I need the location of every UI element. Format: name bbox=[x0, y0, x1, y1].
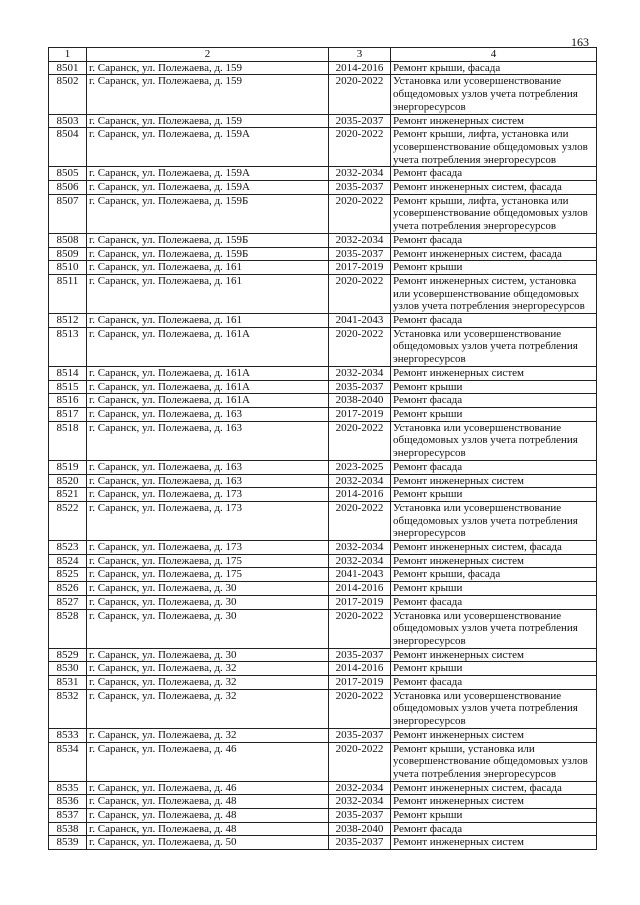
address-cell: г. Саранск, ул. Полежаева, д. 163 bbox=[87, 421, 329, 460]
address-cell: г. Саранск, ул. Полежаева, д. 161 bbox=[87, 261, 329, 275]
address-cell: г. Саранск, ул. Полежаева, д. 175 bbox=[87, 568, 329, 582]
work-type-cell: Установка или усовершенствование общедомовых узлов учета потребления энергоресурсов bbox=[391, 501, 597, 540]
period-cell: 2032-2034 bbox=[329, 167, 391, 181]
row-number: 8532 bbox=[49, 689, 87, 728]
row-number: 8505 bbox=[49, 167, 87, 181]
table-row bbox=[49, 662, 597, 676]
address-cell: г. Саранск, ул. Полежаева, д. 50 bbox=[87, 836, 329, 850]
row-number: 8511 bbox=[49, 274, 87, 313]
work-type-cell: Ремонт инженерных систем, фасада bbox=[391, 181, 597, 195]
period-cell: 2032-2034 bbox=[329, 541, 391, 555]
table-row bbox=[49, 501, 597, 540]
row-number: 8501 bbox=[49, 61, 87, 75]
period-cell: 2035-2037 bbox=[329, 836, 391, 850]
work-type-cell: Установка или усовершенствование общедомовых узлов учета потребления энергоресурсов bbox=[391, 609, 597, 648]
table-row bbox=[49, 394, 597, 408]
table-row bbox=[49, 233, 597, 247]
table-row bbox=[49, 554, 597, 568]
address-cell: г. Саранск, ул. Полежаева, д. 159 bbox=[87, 114, 329, 128]
period-cell: 2032-2034 bbox=[329, 474, 391, 488]
row-number: 8539 bbox=[49, 836, 87, 850]
address-cell: г. Саранск, ул. Полежаева, д. 30 bbox=[87, 648, 329, 662]
address-cell: г. Саранск, ул. Полежаева, д. 32 bbox=[87, 662, 329, 676]
period-cell: 2032-2034 bbox=[329, 795, 391, 809]
row-number: 8534 bbox=[49, 742, 87, 781]
work-type-cell: Ремонт фасада bbox=[391, 314, 597, 328]
row-number: 8514 bbox=[49, 366, 87, 380]
row-number: 8517 bbox=[49, 407, 87, 421]
work-type-cell: Ремонт фасада bbox=[391, 460, 597, 474]
address-cell: г. Саранск, ул. Полежаева, д. 30 bbox=[87, 595, 329, 609]
work-type-cell: Ремонт крыши bbox=[391, 662, 597, 676]
table-row bbox=[49, 609, 597, 648]
address-cell: г. Саранск, ул. Полежаева, д. 161А bbox=[87, 380, 329, 394]
work-type-cell: Ремонт инженерных систем bbox=[391, 366, 597, 380]
address-cell: г. Саранск, ул. Полежаева, д. 173 bbox=[87, 541, 329, 555]
address-cell: г. Саранск, ул. Полежаева, д. 163 bbox=[87, 474, 329, 488]
row-number: 8536 bbox=[49, 795, 87, 809]
period-cell: 2020-2022 bbox=[329, 327, 391, 366]
table-row bbox=[49, 648, 597, 662]
work-type-cell: Установка или усовершенствование общедомовых узлов учета потребления энергоресурсов bbox=[391, 75, 597, 114]
header-row bbox=[49, 48, 597, 62]
row-number: 8519 bbox=[49, 460, 87, 474]
work-type-cell: Ремонт инженерных систем, фасада bbox=[391, 541, 597, 555]
column-header-3: 3 bbox=[329, 48, 391, 62]
address-cell: г. Саранск, ул. Полежаева, д. 159А bbox=[87, 128, 329, 167]
row-number: 8527 bbox=[49, 595, 87, 609]
address-cell: г. Саранск, ул. Полежаева, д. 161А bbox=[87, 327, 329, 366]
row-number: 8529 bbox=[49, 648, 87, 662]
address-cell: г. Саранск, ул. Полежаева, д. 32 bbox=[87, 689, 329, 728]
period-cell: 2017-2019 bbox=[329, 676, 391, 690]
table-row bbox=[49, 75, 597, 114]
address-cell: г. Саранск, ул. Полежаева, д. 161А bbox=[87, 394, 329, 408]
work-type-cell: Ремонт инженерных систем, фасада bbox=[391, 247, 597, 261]
column-header-1: 1 bbox=[49, 48, 87, 62]
table-row bbox=[49, 488, 597, 502]
address-cell: г. Саранск, ул. Полежаева, д. 159Б bbox=[87, 194, 329, 233]
table-row bbox=[49, 676, 597, 690]
table-row bbox=[49, 407, 597, 421]
table-row bbox=[49, 689, 597, 728]
row-number: 8533 bbox=[49, 728, 87, 742]
table-row bbox=[49, 582, 597, 596]
table-row bbox=[49, 822, 597, 836]
period-cell: 2032-2034 bbox=[329, 366, 391, 380]
table-row bbox=[49, 809, 597, 823]
work-type-cell: Ремонт фасада bbox=[391, 595, 597, 609]
address-cell: г. Саранск, ул. Полежаева, д. 159А bbox=[87, 181, 329, 195]
period-cell: 2017-2019 bbox=[329, 261, 391, 275]
work-type-cell: Ремонт крыши, лифта, установка или усовершенствование общедомовых узлов учета потребления энергоресурсов bbox=[391, 194, 597, 233]
work-type-cell: Ремонт крыши, лифта, установка или усовершенствование общедомовых узлов учета потребления энергоресурсов bbox=[391, 128, 597, 167]
period-cell: 2023-2025 bbox=[329, 460, 391, 474]
row-number: 8503 bbox=[49, 114, 87, 128]
table-row bbox=[49, 114, 597, 128]
row-number: 8538 bbox=[49, 822, 87, 836]
row-number: 8520 bbox=[49, 474, 87, 488]
table-row bbox=[49, 728, 597, 742]
period-cell: 2035-2037 bbox=[329, 181, 391, 195]
work-type-cell: Ремонт инженерных систем bbox=[391, 728, 597, 742]
row-number: 8530 bbox=[49, 662, 87, 676]
row-number: 8506 bbox=[49, 181, 87, 195]
row-number: 8515 bbox=[49, 380, 87, 394]
work-type-cell: Ремонт инженерных систем, фасада bbox=[391, 781, 597, 795]
period-cell: 2020-2022 bbox=[329, 75, 391, 114]
address-cell: г. Саранск, ул. Полежаева, д. 48 bbox=[87, 809, 329, 823]
table-row bbox=[49, 541, 597, 555]
period-cell: 2014-2016 bbox=[329, 61, 391, 75]
row-number: 8509 bbox=[49, 247, 87, 261]
address-cell: г. Саранск, ул. Полежаева, д. 161 bbox=[87, 274, 329, 313]
work-type-cell: Ремонт крыши bbox=[391, 261, 597, 275]
row-number: 8523 bbox=[49, 541, 87, 555]
table-row bbox=[49, 327, 597, 366]
period-cell: 2035-2037 bbox=[329, 380, 391, 394]
period-cell: 2041-2043 bbox=[329, 314, 391, 328]
row-number: 8537 bbox=[49, 809, 87, 823]
row-number: 8510 bbox=[49, 261, 87, 275]
address-cell: г. Саранск, ул. Полежаева, д. 163 bbox=[87, 407, 329, 421]
work-type-cell: Ремонт инженерных систем bbox=[391, 114, 597, 128]
row-number: 8504 bbox=[49, 128, 87, 167]
table-row bbox=[49, 274, 597, 313]
period-cell: 2014-2016 bbox=[329, 582, 391, 596]
period-cell: 2020-2022 bbox=[329, 501, 391, 540]
period-cell: 2020-2022 bbox=[329, 689, 391, 728]
table-row bbox=[49, 194, 597, 233]
table-body bbox=[49, 61, 597, 849]
period-cell: 2038-2040 bbox=[329, 394, 391, 408]
work-type-cell: Установка или усовершенствование общедомовых узлов учета потребления энергоресурсов bbox=[391, 327, 597, 366]
row-number: 8522 bbox=[49, 501, 87, 540]
work-type-cell: Ремонт крыши, фасада bbox=[391, 568, 597, 582]
address-cell: г. Саранск, ул. Полежаева, д. 48 bbox=[87, 795, 329, 809]
address-cell: г. Саранск, ул. Полежаева, д. 48 bbox=[87, 822, 329, 836]
address-cell: г. Саранск, ул. Полежаева, д. 46 bbox=[87, 742, 329, 781]
row-number: 8524 bbox=[49, 554, 87, 568]
period-cell: 2035-2037 bbox=[329, 114, 391, 128]
table-row bbox=[49, 167, 597, 181]
table-row bbox=[49, 421, 597, 460]
address-cell: г. Саранск, ул. Полежаева, д. 173 bbox=[87, 488, 329, 502]
registry-table bbox=[48, 47, 597, 850]
work-type-cell: Ремонт фасада bbox=[391, 394, 597, 408]
row-number: 8535 bbox=[49, 781, 87, 795]
row-number: 8516 bbox=[49, 394, 87, 408]
period-cell: 2020-2022 bbox=[329, 194, 391, 233]
address-cell: г. Саранск, ул. Полежаева, д. 163 bbox=[87, 460, 329, 474]
work-type-cell: Ремонт фасада bbox=[391, 676, 597, 690]
period-cell: 2032-2034 bbox=[329, 554, 391, 568]
period-cell: 2020-2022 bbox=[329, 421, 391, 460]
row-number: 8526 bbox=[49, 582, 87, 596]
work-type-cell: Ремонт крыши bbox=[391, 407, 597, 421]
address-cell: г. Саранск, ул. Полежаева, д. 30 bbox=[87, 609, 329, 648]
column-header-2: 2 bbox=[87, 48, 329, 62]
work-type-cell: Ремонт крыши bbox=[391, 488, 597, 502]
work-type-cell: Установка или усовершенствование общедомовых узлов учета потребления энергоресурсов bbox=[391, 689, 597, 728]
column-header-4: 4 bbox=[391, 48, 597, 62]
period-cell: 2020-2022 bbox=[329, 274, 391, 313]
work-type-cell: Ремонт инженерных систем bbox=[391, 836, 597, 850]
period-cell: 2020-2022 bbox=[329, 742, 391, 781]
table-row bbox=[49, 61, 597, 75]
table-row bbox=[49, 128, 597, 167]
work-type-cell: Ремонт инженерных систем, установка или усовершенствование общедомовых узлов учета потребления энергоресурсов bbox=[391, 274, 597, 313]
period-cell: 2014-2016 bbox=[329, 488, 391, 502]
work-type-cell: Ремонт инженерных систем bbox=[391, 648, 597, 662]
row-number: 8531 bbox=[49, 676, 87, 690]
row-number: 8513 bbox=[49, 327, 87, 366]
address-cell: г. Саранск, ул. Полежаева, д. 161 bbox=[87, 314, 329, 328]
row-number: 8525 bbox=[49, 568, 87, 582]
row-number: 8518 bbox=[49, 421, 87, 460]
address-cell: г. Саранск, ул. Полежаева, д. 159 bbox=[87, 61, 329, 75]
page-number: 163 bbox=[571, 35, 589, 49]
address-cell: г. Саранск, ул. Полежаева, д. 30 bbox=[87, 582, 329, 596]
address-cell: г. Саранск, ул. Полежаева, д. 46 bbox=[87, 781, 329, 795]
work-type-cell: Ремонт инженерных систем bbox=[391, 795, 597, 809]
period-cell: 2038-2040 bbox=[329, 822, 391, 836]
work-type-cell: Ремонт инженерных систем bbox=[391, 554, 597, 568]
address-cell: г. Саранск, ул. Полежаева, д. 173 bbox=[87, 501, 329, 540]
table-row bbox=[49, 247, 597, 261]
period-cell: 2035-2037 bbox=[329, 247, 391, 261]
period-cell: 2035-2037 bbox=[329, 809, 391, 823]
work-type-cell: Установка или усовершенствование общедомовых узлов учета потребления энергоресурсов bbox=[391, 421, 597, 460]
work-type-cell: Ремонт крыши, фасада bbox=[391, 61, 597, 75]
address-cell: г. Саранск, ул. Полежаева, д. 32 bbox=[87, 676, 329, 690]
row-number: 8512 bbox=[49, 314, 87, 328]
work-type-cell: Ремонт фасада bbox=[391, 233, 597, 247]
period-cell: 2020-2022 bbox=[329, 128, 391, 167]
work-type-cell: Ремонт инженерных систем bbox=[391, 474, 597, 488]
period-cell: 2035-2037 bbox=[329, 648, 391, 662]
work-type-cell: Ремонт крыши bbox=[391, 809, 597, 823]
period-cell: 2041-2043 bbox=[329, 568, 391, 582]
address-cell: г. Саранск, ул. Полежаева, д. 159Б bbox=[87, 233, 329, 247]
work-type-cell: Ремонт крыши bbox=[391, 380, 597, 394]
address-cell: г. Саранск, ул. Полежаева, д. 159А bbox=[87, 167, 329, 181]
table-row bbox=[49, 460, 597, 474]
work-type-cell: Ремонт крыши bbox=[391, 582, 597, 596]
work-type-cell: Ремонт фасада bbox=[391, 822, 597, 836]
table-row bbox=[49, 836, 597, 850]
table-row bbox=[49, 474, 597, 488]
row-number: 8507 bbox=[49, 194, 87, 233]
table-row bbox=[49, 181, 597, 195]
table-row bbox=[49, 795, 597, 809]
period-cell: 2032-2034 bbox=[329, 233, 391, 247]
address-cell: г. Саранск, ул. Полежаева, д. 32 bbox=[87, 728, 329, 742]
table-row bbox=[49, 742, 597, 781]
row-number: 8528 bbox=[49, 609, 87, 648]
period-cell: 2032-2034 bbox=[329, 781, 391, 795]
table-row bbox=[49, 261, 597, 275]
table-row bbox=[49, 568, 597, 582]
period-cell: 2020-2022 bbox=[329, 609, 391, 648]
table-row bbox=[49, 380, 597, 394]
address-cell: г. Саранск, ул. Полежаева, д. 175 bbox=[87, 554, 329, 568]
period-cell: 2017-2019 bbox=[329, 595, 391, 609]
row-number: 8521 bbox=[49, 488, 87, 502]
table-row bbox=[49, 314, 597, 328]
table-row bbox=[49, 781, 597, 795]
table-row bbox=[49, 366, 597, 380]
period-cell: 2035-2037 bbox=[329, 728, 391, 742]
period-cell: 2014-2016 bbox=[329, 662, 391, 676]
row-number: 8502 bbox=[49, 75, 87, 114]
period-cell: 2017-2019 bbox=[329, 407, 391, 421]
work-type-cell: Ремонт крыши, установка или усовершенствование общедомовых узлов учета потребления энергоресурсов bbox=[391, 742, 597, 781]
work-type-cell: Ремонт фасада bbox=[391, 167, 597, 181]
address-cell: г. Саранск, ул. Полежаева, д. 159 bbox=[87, 75, 329, 114]
row-number: 8508 bbox=[49, 233, 87, 247]
table-row bbox=[49, 595, 597, 609]
address-cell: г. Саранск, ул. Полежаева, д. 161А bbox=[87, 366, 329, 380]
address-cell: г. Саранск, ул. Полежаева, д. 159Б bbox=[87, 247, 329, 261]
